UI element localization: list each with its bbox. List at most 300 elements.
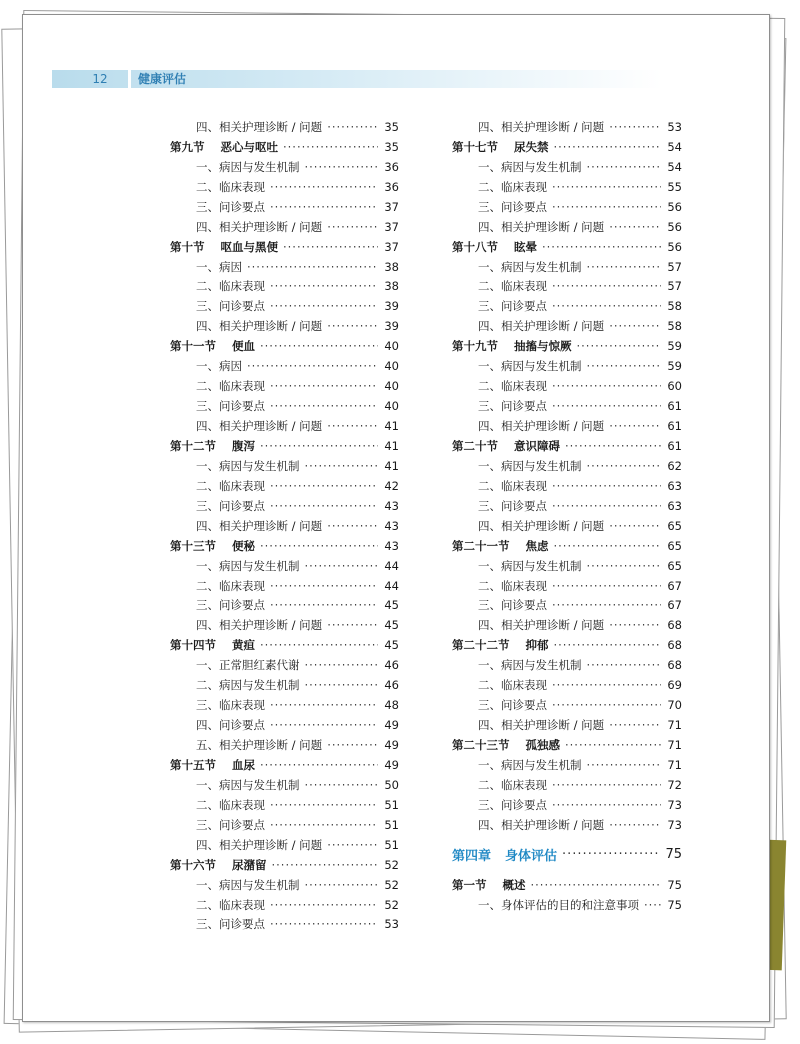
toc-entry[interactable]: [452, 257, 682, 277]
toc-page-number: 42: [384, 478, 399, 493]
toc-page-number: 45: [384, 638, 399, 653]
toc-entry-text: 四、相关护理诊断 / 问题: [196, 618, 323, 633]
toc-page-number: 38: [384, 279, 399, 294]
toc-page-number: 59: [667, 359, 682, 374]
toc-page-number: 44: [384, 558, 399, 573]
toc-page-number: 67: [667, 578, 682, 593]
toc-section-heading[interactable]: [170, 137, 399, 157]
toc-page-number: 62: [667, 458, 682, 473]
toc-entry-text: 一、病因: [196, 359, 242, 374]
dot-leader: [260, 439, 378, 453]
dot-leader: [565, 439, 661, 453]
toc-section-heading[interactable]: [170, 436, 399, 456]
toc-entry-text: 一、病因与发生机制: [196, 558, 300, 573]
toc-entry[interactable]: [170, 596, 399, 616]
toc-page-number: 41: [384, 438, 399, 453]
toc-entry[interactable]: [170, 795, 399, 815]
toc-page-number: 68: [667, 638, 682, 653]
dot-leader: [644, 898, 661, 912]
toc-entry-text: 一、正常胆红素代谢: [196, 658, 300, 673]
toc-entry[interactable]: [170, 715, 399, 735]
toc-page-number: 40: [384, 359, 399, 374]
toc-section-title: 恶心与呕吐: [220, 139, 278, 154]
toc-entry-text: 二、临床表现: [478, 379, 547, 394]
dot-leader: [327, 319, 378, 333]
toc-entry-text: 三、问诊要点: [196, 817, 265, 832]
toc-entry-text: 三、问诊要点: [196, 498, 265, 513]
dot-leader: [270, 598, 378, 612]
toc-page-number: 39: [384, 319, 399, 334]
toc-entry-text: 二、临床表现: [196, 379, 265, 394]
dot-leader: [270, 579, 378, 593]
toc-section-title: 焦虑: [525, 538, 549, 553]
toc-entry[interactable]: [170, 356, 399, 376]
dot-leader: [270, 299, 378, 313]
toc-entry-text: 四、相关护理诊断 / 问题: [478, 419, 605, 434]
toc-page-number: 49: [384, 738, 399, 753]
dot-leader: [552, 399, 661, 413]
toc-entry-text: 一、病因与发生机制: [478, 658, 582, 673]
toc-entry-text: 一、病因: [196, 259, 242, 274]
toc-entry[interactable]: [452, 416, 682, 436]
toc-page-number: 36: [384, 179, 399, 194]
toc-entry[interactable]: [452, 376, 682, 396]
toc-entry-text: 四、相关护理诊断 / 问题: [196, 518, 323, 533]
toc-entry[interactable]: [452, 795, 682, 815]
toc-section-title: 概述: [502, 877, 526, 892]
toc-entry-text: 三、问诊要点: [196, 598, 265, 613]
dot-leader: [587, 160, 662, 174]
dot-leader: [587, 758, 662, 772]
dot-leader: [270, 917, 378, 931]
toc-entry[interactable]: [170, 775, 399, 795]
dot-leader: [270, 798, 378, 812]
toc-section-number: 第十六节: [170, 857, 216, 872]
toc-entry-text: 四、相关护理诊断 / 问题: [196, 119, 323, 134]
toc-page-number: 54: [667, 159, 682, 174]
dot-leader: [272, 858, 379, 872]
toc-entry-text: 二、临床表现: [478, 179, 547, 194]
toc-entry[interactable]: [170, 456, 399, 476]
toc-page-number: 41: [384, 458, 399, 473]
toc-page-number: 41: [384, 419, 399, 434]
dot-leader: [552, 678, 661, 692]
toc-page-number: 49: [384, 757, 399, 772]
dot-leader: [609, 419, 661, 433]
toc-entry[interactable]: [170, 476, 399, 496]
toc-entry[interactable]: [170, 277, 399, 297]
dot-leader: [327, 738, 378, 752]
toc-entry[interactable]: [170, 316, 399, 336]
toc-section-title: 眩晕: [514, 239, 537, 254]
dot-leader: [327, 220, 378, 234]
toc-entry[interactable]: [452, 695, 682, 715]
toc-entry[interactable]: [452, 277, 682, 297]
toc-entry[interactable]: [452, 197, 682, 217]
toc-entry-text: 一、病因与发生机制: [478, 757, 582, 772]
toc-entry-text: 一、病因与发生机制: [478, 458, 582, 473]
dot-leader: [270, 180, 378, 194]
dot-leader: [327, 838, 378, 852]
toc-entry[interactable]: [452, 675, 682, 695]
toc-page-number: 65: [667, 538, 682, 553]
toc-section-number: 第四章: [452, 849, 492, 865]
toc-entry[interactable]: [170, 895, 399, 915]
toc-page-number: 40: [384, 399, 399, 414]
toc-entry-text: 四、相关护理诊断 / 问题: [196, 219, 323, 234]
toc-entry[interactable]: [170, 915, 399, 935]
toc-entry[interactable]: [170, 496, 399, 516]
toc-section-title: 血尿: [232, 757, 255, 772]
dot-leader: [260, 638, 378, 652]
toc-entry-text: 一、病因与发生机制: [196, 877, 300, 892]
toc-section-title: 尿潴留: [232, 857, 267, 872]
toc-page-number: 70: [667, 698, 682, 713]
toc-entry-text: 三、问诊要点: [478, 598, 547, 613]
toc-section-title: 孤独感: [525, 738, 560, 753]
toc-section-number: 第十一节: [170, 339, 216, 354]
toc-section-title: 意识障碍: [514, 438, 560, 453]
toc-entry-text: 三、问诊要点: [478, 399, 547, 414]
toc-page-number: 46: [384, 678, 399, 693]
toc-section-number: 第二十一节: [452, 538, 510, 553]
dot-leader: [587, 658, 662, 672]
toc-entry-text: 一、病因与发生机制: [478, 159, 582, 174]
dot-leader: [283, 140, 378, 154]
toc-entry-text: 二、临床表现: [478, 578, 547, 593]
dot-leader: [305, 678, 379, 692]
toc-section-number: 第十七节: [452, 139, 498, 154]
toc-column-right: [452, 117, 682, 915]
toc-entry-text: 四、相关护理诊断 / 问题: [478, 319, 605, 334]
toc-page-number: 72: [667, 777, 682, 792]
toc-section-heading[interactable]: [170, 237, 399, 257]
toc-entry-text: 二、临床表现: [196, 897, 265, 912]
toc-section-heading[interactable]: [452, 436, 682, 456]
toc-entry[interactable]: [452, 217, 682, 237]
dot-leader: [305, 160, 379, 174]
toc-entry[interactable]: [452, 456, 682, 476]
toc-section-number: 第十九节: [452, 339, 498, 354]
dot-leader: [247, 260, 378, 274]
dot-leader: [587, 359, 662, 373]
dot-leader: [247, 359, 378, 373]
toc-page-number: 51: [384, 837, 399, 852]
toc-page-number: 52: [384, 857, 399, 872]
dot-leader: [305, 459, 379, 473]
toc-section-heading[interactable]: [452, 237, 682, 257]
toc-page-number: 37: [384, 199, 399, 214]
toc-section-number: 第十四节: [170, 638, 216, 653]
dot-leader: [270, 200, 378, 214]
toc-section-heading[interactable]: [452, 137, 682, 157]
toc-entry[interactable]: [170, 257, 399, 277]
toc-page-number: 57: [667, 259, 682, 274]
toc-entry[interactable]: [452, 496, 682, 516]
toc-entry-text: 三、问诊要点: [478, 299, 547, 314]
toc-entry[interactable]: [170, 576, 399, 596]
toc-entry[interactable]: [452, 556, 682, 576]
toc-page-number: 71: [667, 738, 682, 753]
dot-leader: [270, 399, 378, 413]
toc-page-number: 40: [384, 379, 399, 394]
toc-entry-text: 三、问诊要点: [196, 299, 265, 314]
dot-leader: [609, 618, 661, 632]
dot-leader: [305, 778, 379, 792]
toc-entry[interactable]: [170, 815, 399, 835]
toc-entry[interactable]: [452, 316, 682, 336]
toc-page-number: 75: [665, 847, 682, 863]
toc-entry[interactable]: [452, 615, 682, 635]
toc-entry[interactable]: [452, 715, 682, 735]
toc-page-number: 75: [667, 897, 682, 912]
running-header-title: 健康评估: [138, 72, 187, 86]
toc-section-heading[interactable]: [452, 635, 682, 655]
toc-page-number: 52: [384, 877, 399, 892]
toc-entry[interactable]: [170, 396, 399, 416]
toc-entry[interactable]: [452, 296, 682, 316]
toc-page-number: 53: [667, 119, 682, 134]
toc-entry[interactable]: [452, 356, 682, 376]
toc-section-title: 腹泻: [232, 438, 255, 453]
toc-spacer: [452, 835, 682, 845]
toc-page-number: 35: [384, 119, 399, 134]
toc-page-number: 73: [667, 817, 682, 832]
toc-entry[interactable]: [452, 516, 682, 536]
toc-section-heading[interactable]: [170, 855, 399, 875]
toc-page-number: 53: [384, 917, 399, 932]
toc-entry[interactable]: [452, 755, 682, 775]
toc-section-number: 第十三节: [170, 538, 216, 553]
dot-leader: [552, 579, 661, 593]
toc-section-title: 便秘: [232, 538, 255, 553]
toc-entry[interactable]: [452, 775, 682, 795]
toc-entry[interactable]: [170, 217, 399, 237]
dot-leader: [552, 798, 661, 812]
dot-leader: [283, 240, 378, 254]
toc-entry-text: 四、相关护理诊断 / 问题: [478, 119, 605, 134]
toc-section-title: 便血: [232, 339, 255, 354]
toc-entry-text: 二、临床表现: [196, 478, 265, 493]
toc-page-number: 39: [384, 299, 399, 314]
toc-page-number: 43: [384, 538, 399, 553]
toc-chapter-heading[interactable]: [452, 845, 682, 865]
dot-leader: [327, 519, 378, 533]
dot-leader: [260, 339, 378, 353]
toc-section-number: 第十节: [170, 239, 205, 254]
toc-page-number: 43: [384, 498, 399, 513]
toc-page-number: 69: [667, 678, 682, 693]
toc-entry[interactable]: [170, 556, 399, 576]
dot-leader: [305, 559, 379, 573]
dot-leader: [305, 658, 379, 672]
dot-leader: [542, 240, 661, 254]
toc-entry-text: 四、相关护理诊断 / 问题: [196, 319, 323, 334]
toc-section-title: 呕血与黑便: [220, 239, 278, 254]
dot-leader: [552, 279, 661, 293]
toc-section-heading[interactable]: [452, 536, 682, 556]
toc-entry[interactable]: [170, 416, 399, 436]
toc-page-number: 63: [667, 498, 682, 513]
toc-page-number: 68: [667, 658, 682, 673]
toc-page-number: 45: [384, 598, 399, 613]
toc-entry-text: 二、临床表现: [196, 279, 265, 294]
toc-page-number: 36: [384, 159, 399, 174]
toc-section-number: 第二十节: [452, 438, 498, 453]
toc-entry[interactable]: [170, 177, 399, 197]
toc-entry-text: 四、问诊要点: [196, 718, 265, 733]
toc-page-number: 61: [667, 419, 682, 434]
toc-entry[interactable]: [170, 675, 399, 695]
dot-leader: [270, 718, 378, 732]
dot-leader: [552, 778, 661, 792]
toc-entry[interactable]: [170, 296, 399, 316]
toc-entry-text: 三、问诊要点: [478, 797, 547, 812]
toc-page-number: 68: [667, 618, 682, 633]
toc-entry-text: 三、问诊要点: [196, 199, 265, 214]
toc-page-number: 58: [667, 299, 682, 314]
toc-entry[interactable]: [170, 376, 399, 396]
toc-entry[interactable]: [452, 576, 682, 596]
toc-entry-text: 四、相关护理诊断 / 问题: [478, 718, 605, 733]
dot-leader: [552, 200, 661, 214]
dot-leader: [587, 559, 662, 573]
toc-entry[interactable]: [170, 695, 399, 715]
toc-page-number: 56: [667, 239, 682, 254]
dot-leader: [531, 878, 662, 892]
dot-leader: [609, 319, 661, 333]
dot-leader: [565, 738, 661, 752]
dot-leader: [609, 519, 661, 533]
toc-spacer: [452, 865, 682, 875]
toc-entry-text: 三、临床表现: [196, 698, 265, 713]
toc-entry[interactable]: [452, 117, 682, 137]
toc-page-number: 55: [667, 179, 682, 194]
toc-page-number: 52: [384, 897, 399, 912]
toc-page-number: 35: [384, 139, 399, 154]
toc-section-heading[interactable]: [452, 336, 682, 356]
dot-leader: [270, 479, 378, 493]
toc-page-number: 56: [667, 199, 682, 214]
dot-leader: [260, 539, 378, 553]
toc-entry[interactable]: [452, 655, 682, 675]
toc-entry[interactable]: [170, 655, 399, 675]
toc-entry-text: 三、问诊要点: [196, 917, 265, 932]
toc-section-heading[interactable]: [170, 336, 399, 356]
dot-leader: [609, 220, 661, 234]
toc-entry-text: 三、问诊要点: [478, 498, 547, 513]
toc-entry-text: 二、临床表现: [196, 179, 265, 194]
toc-entry[interactable]: [170, 875, 399, 895]
toc-page-number: 59: [667, 339, 682, 354]
toc-section-heading[interactable]: [452, 875, 682, 895]
toc-entry[interactable]: [170, 117, 399, 137]
toc-entry[interactable]: [170, 197, 399, 217]
toc-entry-text: 五、相关护理诊断 / 问题: [196, 738, 323, 753]
toc-section-heading[interactable]: [170, 635, 399, 655]
dot-leader: [327, 419, 378, 433]
toc-entry-text: 二、临床表现: [478, 279, 547, 294]
toc-entry[interactable]: [452, 596, 682, 616]
toc-section-title: 身体评估: [505, 849, 558, 865]
dot-leader: [260, 758, 378, 772]
toc-section-title: 抑郁: [525, 638, 549, 653]
toc-entry[interactable]: [170, 835, 399, 855]
dot-leader: [270, 818, 378, 832]
toc-entry-text: 三、问诊要点: [478, 199, 547, 214]
toc-section-number: 第一节: [452, 877, 487, 892]
toc-page-number: 65: [667, 558, 682, 573]
toc-entry[interactable]: [170, 615, 399, 635]
toc-page-number: 63: [667, 478, 682, 493]
toc-entry-text: 一、病因与发生机制: [196, 458, 300, 473]
toc-page-number: 61: [667, 399, 682, 414]
dot-leader: [270, 499, 378, 513]
toc-entry-text: 三、问诊要点: [196, 399, 265, 414]
toc-section-number: 第九节: [170, 139, 205, 154]
dot-leader: [587, 459, 662, 473]
toc-page-number: 43: [384, 518, 399, 533]
toc-section-title: 黄疸: [232, 638, 255, 653]
toc-section-heading[interactable]: [170, 755, 399, 775]
toc-section-heading[interactable]: [452, 735, 682, 755]
toc-page-number: 58: [667, 319, 682, 334]
toc-entry[interactable]: [170, 735, 399, 755]
toc-entry-text: 二、临床表现: [478, 678, 547, 693]
toc-page-number: 67: [667, 598, 682, 613]
page-number: 12: [92, 72, 108, 86]
toc-entry[interactable]: [452, 396, 682, 416]
toc-entry[interactable]: [452, 815, 682, 835]
dot-leader: [552, 598, 661, 612]
toc-page-number: 48: [384, 698, 399, 713]
dot-leader: [609, 818, 661, 832]
toc-entry-text: 三、问诊要点: [478, 698, 547, 713]
toc-page-number: 44: [384, 578, 399, 593]
toc-entry[interactable]: [170, 516, 399, 536]
toc-page-number: 71: [667, 757, 682, 772]
toc-page-number: 46: [384, 658, 399, 673]
toc-section-number: 第十五节: [170, 757, 216, 772]
toc-section-number: 第二十三节: [452, 738, 510, 753]
toc-entry[interactable]: [452, 476, 682, 496]
toc-entry-text: 四、相关护理诊断 / 问题: [196, 419, 323, 434]
dot-leader: [327, 618, 378, 632]
toc-entry-text: 四、相关护理诊断 / 问题: [478, 518, 605, 533]
toc-entry[interactable]: [452, 895, 682, 915]
toc-section-heading[interactable]: [170, 536, 399, 556]
toc-entry-text: 一、病因与发生机制: [478, 259, 582, 274]
toc-page-number: 56: [667, 219, 682, 234]
toc-column-left: [170, 117, 399, 934]
toc-page-number: 61: [667, 438, 682, 453]
toc-entry-text: 四、相关护理诊断 / 问题: [478, 618, 605, 633]
toc-page-number: 57: [667, 279, 682, 294]
dot-leader: [554, 140, 662, 154]
toc-entry-text: 一、身体评估的目的和注意事项: [478, 897, 639, 912]
toc-page-number: 45: [384, 618, 399, 633]
toc-page-number: 75: [667, 877, 682, 892]
toc-section-title: 抽搐与惊厥: [514, 339, 572, 354]
toc-entry-text: 二、临床表现: [196, 797, 265, 812]
toc-entry[interactable]: [170, 157, 399, 177]
toc-entry[interactable]: [452, 177, 682, 197]
dot-leader: [270, 379, 378, 393]
toc-page-number: 60: [667, 379, 682, 394]
dot-leader: [562, 847, 660, 862]
toc-entry[interactable]: [452, 157, 682, 177]
dot-leader: [609, 120, 661, 134]
